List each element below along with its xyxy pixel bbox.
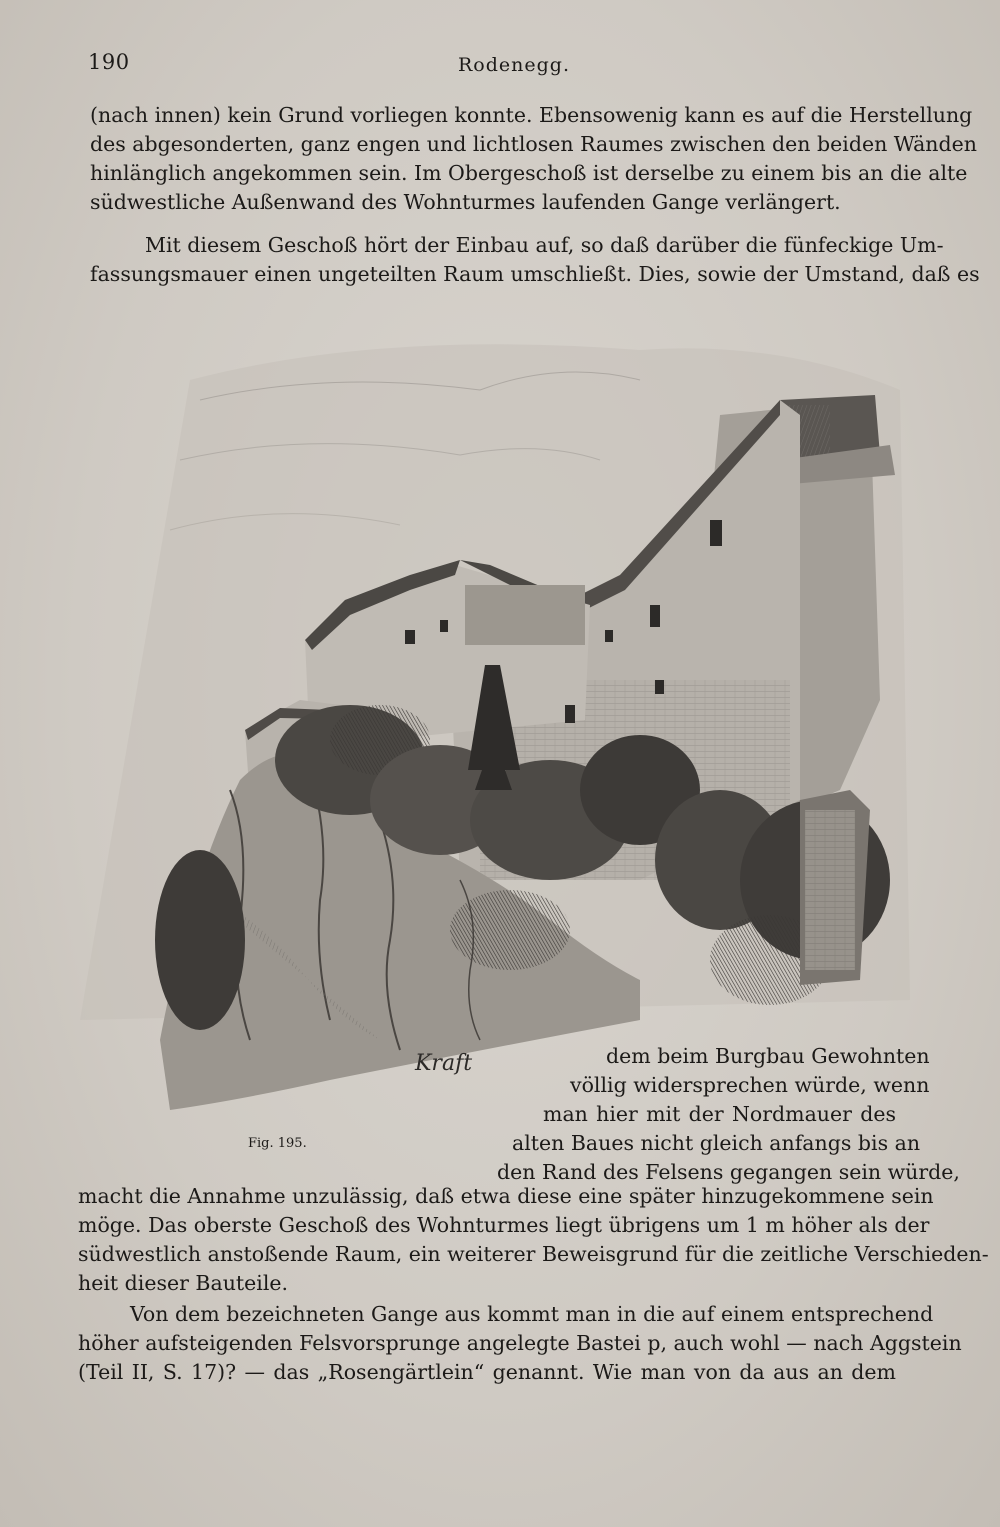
paragraph-line: völlig widersprechen würde, wenn <box>570 1073 930 1097</box>
paragraph-line: heit dieser Bauteile. <box>78 1271 289 1295</box>
paragraph-line: alten Baues nicht gleich anfangs bis an <box>512 1131 921 1155</box>
paragraph-line: möge. Das oberste Geschoß des Wohnturmes liegt übrigens um 1 m höher als der <box>78 1213 930 1237</box>
paragraph-line: macht die Annahme unzulässig, daß etwa diese eine später hinzugekommene sein <box>78 1184 934 1208</box>
paragraph-line: Mit diesem Geschoß hört der Einbau auf, so daß darüber die fünfeckige Um- <box>145 233 944 257</box>
paragraph-line: südwestlich anstoßende Raum, ein weiterer Beweisgrund für die zeitliche Verschieden- <box>78 1242 989 1266</box>
paragraph-line: den Rand des Felsens gegangen sein würde, <box>497 1160 960 1184</box>
paragraph-line: dem beim Burgbau Gewohnten <box>606 1044 930 1068</box>
paragraph-line: des abgesonderten, ganz engen und lichtlosen Raumes zwischen den beiden Wänden <box>90 132 977 156</box>
paragraph-line: Von dem bezeichneten Gange aus kommt man in die auf einem entsprechend <box>130 1302 934 1326</box>
castle-engraving <box>80 320 930 1130</box>
paragraph-line: fassungsmauer einen ungeteilten Raum umschließt. Dies, sowie der Umstand, daß es <box>90 262 980 286</box>
page-number: 190 <box>88 50 130 74</box>
engraving-signature: Kraft <box>415 1051 473 1076</box>
running-title: Rodenegg. <box>458 54 570 76</box>
paragraph-line: hinlänglich angekommen sein. Im Obergeschoß ist derselbe zu einem bis an die alte <box>90 161 968 185</box>
figure-caption: Fig. 195. <box>248 1136 307 1151</box>
paragraph-line: (nach innen) kein Grund vorliegen konnte. Ebensowenig kann es auf die Herstellung <box>90 103 973 127</box>
paragraph-line: (Teil II, S. 17)? — das „Rosengärtlein“ genannt. Wie man von da aus an dem <box>78 1360 896 1384</box>
paragraph-line: höher aufsteigenden Felsvorsprunge angelegte Bastei p, auch wohl — nach Aggstein <box>78 1331 962 1355</box>
paragraph-line: südwestliche Außenwand des Wohnturmes laufenden Gange verlängert. <box>90 190 841 214</box>
paragraph-line: man hier mit der Nordmauer des <box>543 1102 896 1126</box>
